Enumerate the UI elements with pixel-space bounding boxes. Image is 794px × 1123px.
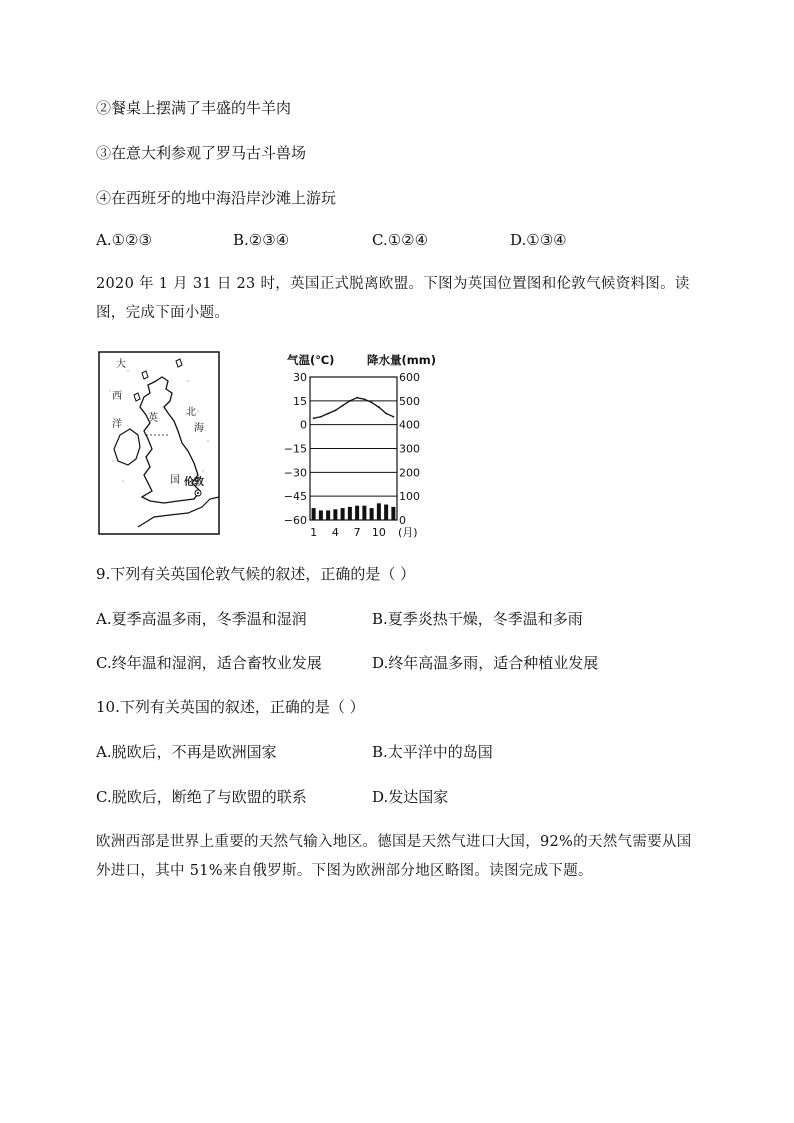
intro-uk-brexit: 2020 年 1 月 31 日 23 时，英国正式脱离欧盟。下图为英国位置图和伦敦气候资料图。读图，完成下面小题。 [96, 276, 690, 321]
precipitation-bar [312, 508, 316, 520]
statement-4: ④在西班牙的地中海沿岸沙滩上游玩 [96, 189, 337, 207]
q10-stem: 10.下列有关英国的叙述，正确的是（ ） [96, 698, 365, 716]
y-right-tick-label: 300 [399, 442, 420, 456]
y-left-tick-label: −30 [283, 466, 307, 480]
y-left-tick-label: 0 [300, 418, 307, 432]
temperature-point [349, 400, 351, 402]
precipitation-bar [391, 507, 395, 520]
y-right-tick-label: 500 [399, 394, 420, 408]
map-label-bei: 北 [186, 407, 196, 418]
x-tick-label: 10 [371, 526, 386, 539]
temperature-point [313, 417, 315, 419]
precipitation-bar [384, 505, 388, 520]
precipitation-bar [377, 503, 381, 520]
precipitation-bar [348, 507, 352, 520]
precipitation-bar [341, 508, 345, 520]
q8-option-d: D.①③④ [510, 231, 567, 249]
temperature-point [320, 416, 322, 418]
map-label-yang: 洋 [112, 419, 122, 430]
precipitation-bar [333, 509, 337, 520]
precipitation-bar [370, 508, 374, 520]
temperature-point [356, 397, 358, 399]
map-label-xi: 西 [112, 391, 122, 402]
map-label-hai: 海 [194, 423, 204, 434]
temperature-point [342, 405, 344, 407]
temperature-point [363, 398, 365, 400]
x-axis-unit: (月) [398, 526, 418, 539]
map-label-ying: 英 [148, 413, 158, 424]
q10-option-a: A.脱欧后，不再是欧洲国家 [96, 743, 277, 761]
y-right-tick-label: 400 [399, 418, 420, 432]
temperature-point [334, 409, 336, 411]
uk-location-map [98, 351, 220, 535]
map-label-da: 大 [116, 359, 126, 370]
temperature-point [392, 416, 394, 418]
y-left-axis-title: 气温(℃) [287, 353, 335, 367]
precipitation-bar [355, 506, 359, 520]
temperature-point [378, 406, 380, 408]
statement-2: ②餐桌上摆满了丰盛的牛羊肉 [96, 99, 292, 117]
y-left-tick-label: −45 [283, 490, 307, 504]
temperature-point [327, 413, 329, 415]
x-tick-label: 4 [331, 526, 339, 539]
statement-3: ③在意大利参观了罗马古斗兽场 [96, 144, 307, 162]
y-right-axis-title: 降水量(mm) [367, 353, 436, 367]
q10-option-c: C.脱欧后，断绝了与欧盟的联系 [96, 788, 307, 806]
y-left-tick-label: 30 [293, 371, 307, 384]
precipitation-bar [362, 506, 366, 520]
q8-option-a: A.①②③ [96, 231, 152, 249]
london-climate-chart [280, 350, 450, 542]
precipitation-bar [319, 510, 323, 520]
q9-option-d: D.终年高温多雨，适合种植业发展 [372, 654, 599, 672]
q8-option-c: C.①②④ [372, 231, 429, 249]
q9-stem: 9.下列有关英国伦敦气候的叙述，正确的是（ ） [96, 565, 416, 583]
q9-option-b: B.夏季炎热干燥，冬季温和多雨 [372, 610, 583, 628]
temperature-point [385, 413, 387, 415]
precipitation-bar [326, 510, 330, 520]
q10-option-b: B.太平洋中的岛国 [372, 743, 493, 761]
map-label-guo: 国 [170, 475, 180, 486]
map-label-london: 伦敦 [184, 477, 204, 488]
temperature-point [371, 402, 373, 404]
y-right-tick-label: 100 [399, 490, 420, 504]
x-tick-label: 1 [310, 526, 318, 539]
y-left-tick-label: −60 [283, 514, 307, 527]
y-right-tick-label: 0 [399, 514, 406, 527]
y-right-tick-label: 200 [399, 466, 420, 480]
y-left-tick-label: 15 [293, 394, 307, 408]
q10-option-d: D.发达国家 [372, 788, 449, 806]
y-left-tick-label: −15 [283, 442, 307, 456]
intro-europe-gas: 欧洲西部是世界上重要的天然气输入地区。德国是天然气进口大国，92%的天然气需要从国外进口，其中 51%来自俄罗斯。下图为欧洲部分地区略图。读图完成下题。 [96, 834, 692, 879]
q9-option-c: C.终年温和湿润，适合畜牧业发展 [96, 654, 322, 672]
q8-option-b: B.②③④ [233, 231, 290, 249]
q9-option-a: A.夏季高温多雨，冬季温和湿润 [96, 610, 307, 628]
y-right-tick-label: 600 [399, 371, 420, 384]
x-tick-label: 7 [353, 526, 361, 539]
